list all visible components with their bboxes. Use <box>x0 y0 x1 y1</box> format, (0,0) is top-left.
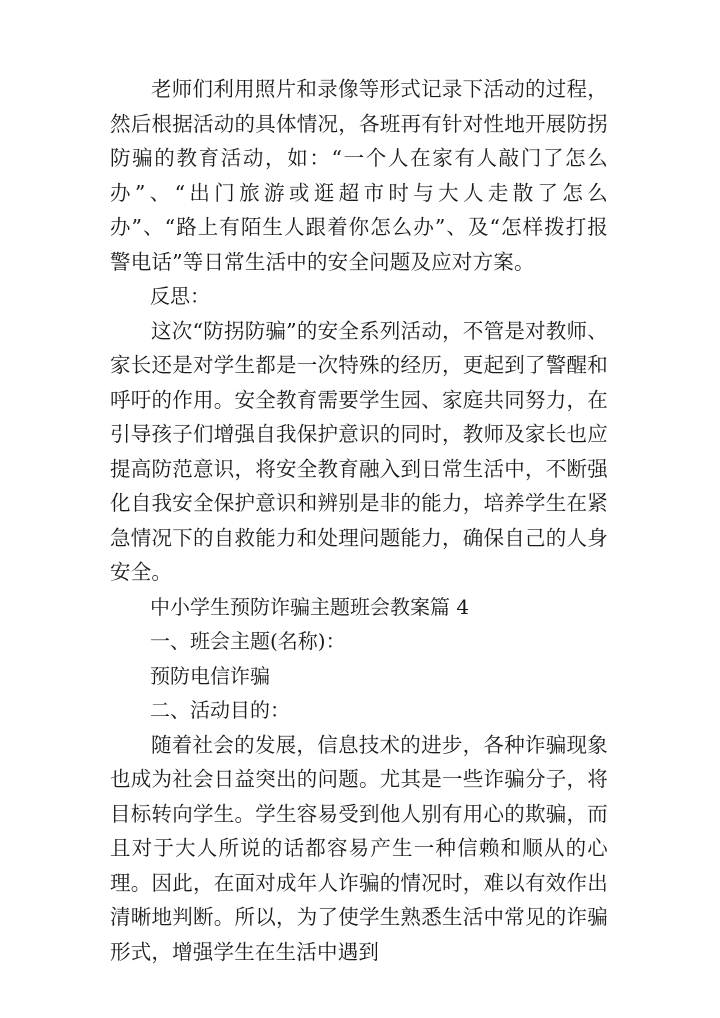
paragraph-activity-purpose: 随着社会的发展，信息技术的进步，各种诈骗现象也成为社会日益突出的问题。尤其是一些诈骗分子，将目标转向学生。学生容易受到他人别有用心的欺骗，而且对于大人所说的话都容易产生一种信赖和顺从的心理。因此，在面对成年人诈骗的情况时，难以有效作出清晰地判断。所以，为了使学生熟悉生活中常见的诈骗形式，增强学生在生活中遇到 <box>110 732 608 964</box>
paragraph-activity-record: 老师们利用照片和录像等形式记录下活动的过程，然后根据活动的具体情况，各班再有针对性地开展防拐防骗的教育活动，如：“一个人在家有人敲门了怎么办”、“出门旅游或逛超市时与大人走散了怎么办”、“路上有陌生人跟着你怎么办”、及“怎样拨打报警电话”等日常生活中的安全问题及应对方案。 <box>110 77 608 274</box>
section-title-lesson-plan-4: 中小学生预防诈骗主题班会教案篇 4 <box>150 594 470 619</box>
heading-class-theme: 一、班会主题(名称)： <box>150 629 346 653</box>
class-theme-value: 预防电信诈骗 <box>150 663 270 688</box>
heading-reflection: 反思： <box>150 284 210 308</box>
paragraph-reflection: 这次“防拐防骗”的安全系列活动，不管是对教师、家长还是对学生都是一次特殊的经历，更起到了警醒和呼吁的作用。安全教育需要学生园、家庭共同努力，在引导孩子们增强自我保护意识的同时，教师及家长也应提高防范意识，将安全教育融入到日常生活中，不断强化自我安全保护意识和辨别是非的能力，培养学生在紧急情况下的自救能力和处理问题能力，确保自己的人身安全。 <box>110 318 608 584</box>
document-page <box>110 72 608 969</box>
heading-activity-purpose: 二、活动目的： <box>150 698 290 722</box>
